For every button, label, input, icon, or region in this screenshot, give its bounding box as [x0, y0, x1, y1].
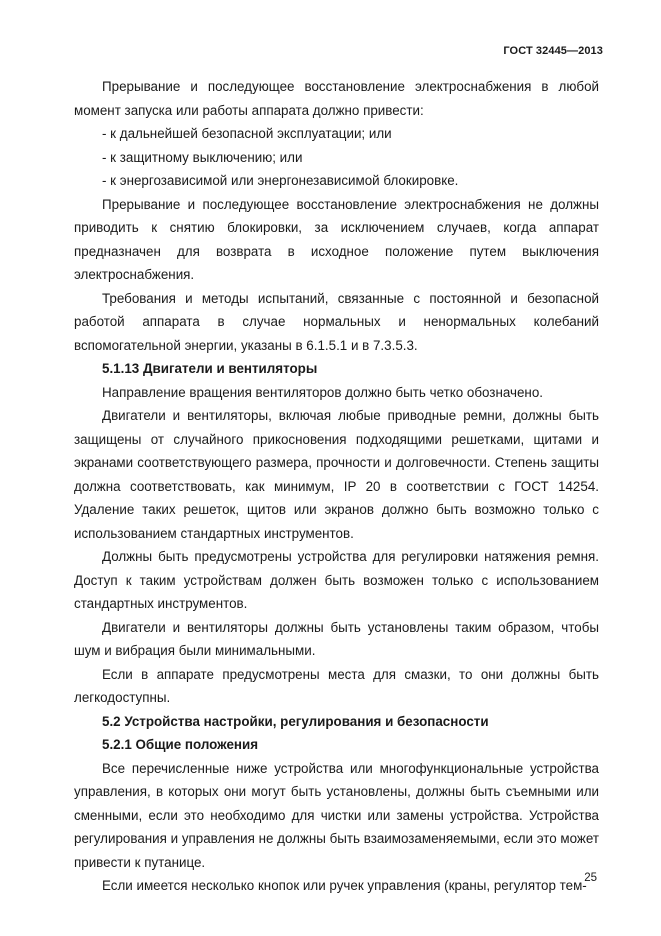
- section-heading: 5.1.13 Двигатели и вентиляторы: [102, 361, 318, 376]
- list-item: - к энергозависимой или энергонезависимой блокировке.: [102, 173, 459, 188]
- paragraph: Двигатели и вентиляторы должны быть установлены таким образом, чтобы шум и вибрация были минимальными.: [74, 619, 599, 658]
- document-header: ГОСТ 32445—2013: [503, 45, 603, 57]
- paragraph: Прерывание и последующее восстановление электроснабжения не должны приводить к снятию блокировки, за исключением случаев, когда аппарат предназначен для возврата в исходное положение путем выключения электроснабжения.: [74, 196, 599, 282]
- paragraph: Направление вращения вентиляторов должно быть четко обозначено.: [102, 384, 543, 400]
- paragraph: Если имеется несколько кнопок или ручек управления (краны, регулятор тем-: [102, 878, 587, 893]
- paragraph: Требования и методы испытаний, связанные с постоянной и безопасной работой аппарата в случае нормальных и ненормальных колебаний вспомогательной энергии, указаны в 6.1.5.1 и в 7.3.5.3.: [74, 290, 599, 353]
- page-number: 25: [584, 872, 597, 884]
- paragraph: Прерывание и последующее восстановление электроснабжения в любой момент запуска или работы аппарата должно привести:: [74, 79, 599, 118]
- subsection-heading: 5.2.1 Общие положения: [102, 737, 259, 752]
- paragraph: Все перечисленные ниже устройства или многофункциональные устройства управления, в которых они могут быть установлены, должны быть съемными или сменными, если это необходимо для чистки или замены устройства. Устройства регулирования и управления не должны быть взаимозаменяемыми, если это может привести к путанице.: [74, 760, 600, 870]
- paragraph: Двигатели и вентиляторы, включая любые приводные ремни, должны быть защищены от случайного прикосновения подходящими решетками, щитами и экранами соответствующего размера, прочности и долговечности. Степень защиты должна соответствовать, как минимум, IP 20 в соответствии с ГОСТ 14254. Удаление таких решеток, щитов или экранов должно быть возможно только с использованием стандартных инструментов.: [74, 408, 599, 541]
- page-body: [74, 75, 599, 898]
- list-item: - к защитному выключению; или: [102, 149, 303, 165]
- paragraph: Если в аппарате предусмотрены места для смазки, то они должны быть легкодоступны.: [74, 666, 599, 705]
- paragraph: Должны быть предусмотрены устройства для регулировки натяжения ремня. Доступ к таким устройствам должен быть возможен только с использованием стандартных инструментов.: [74, 549, 599, 611]
- section-heading: 5.2 Устройства настройки, регулирования и безопасности: [102, 713, 489, 729]
- list-item: - к дальнейшей безопасной эксплуатации; или: [102, 126, 392, 141]
